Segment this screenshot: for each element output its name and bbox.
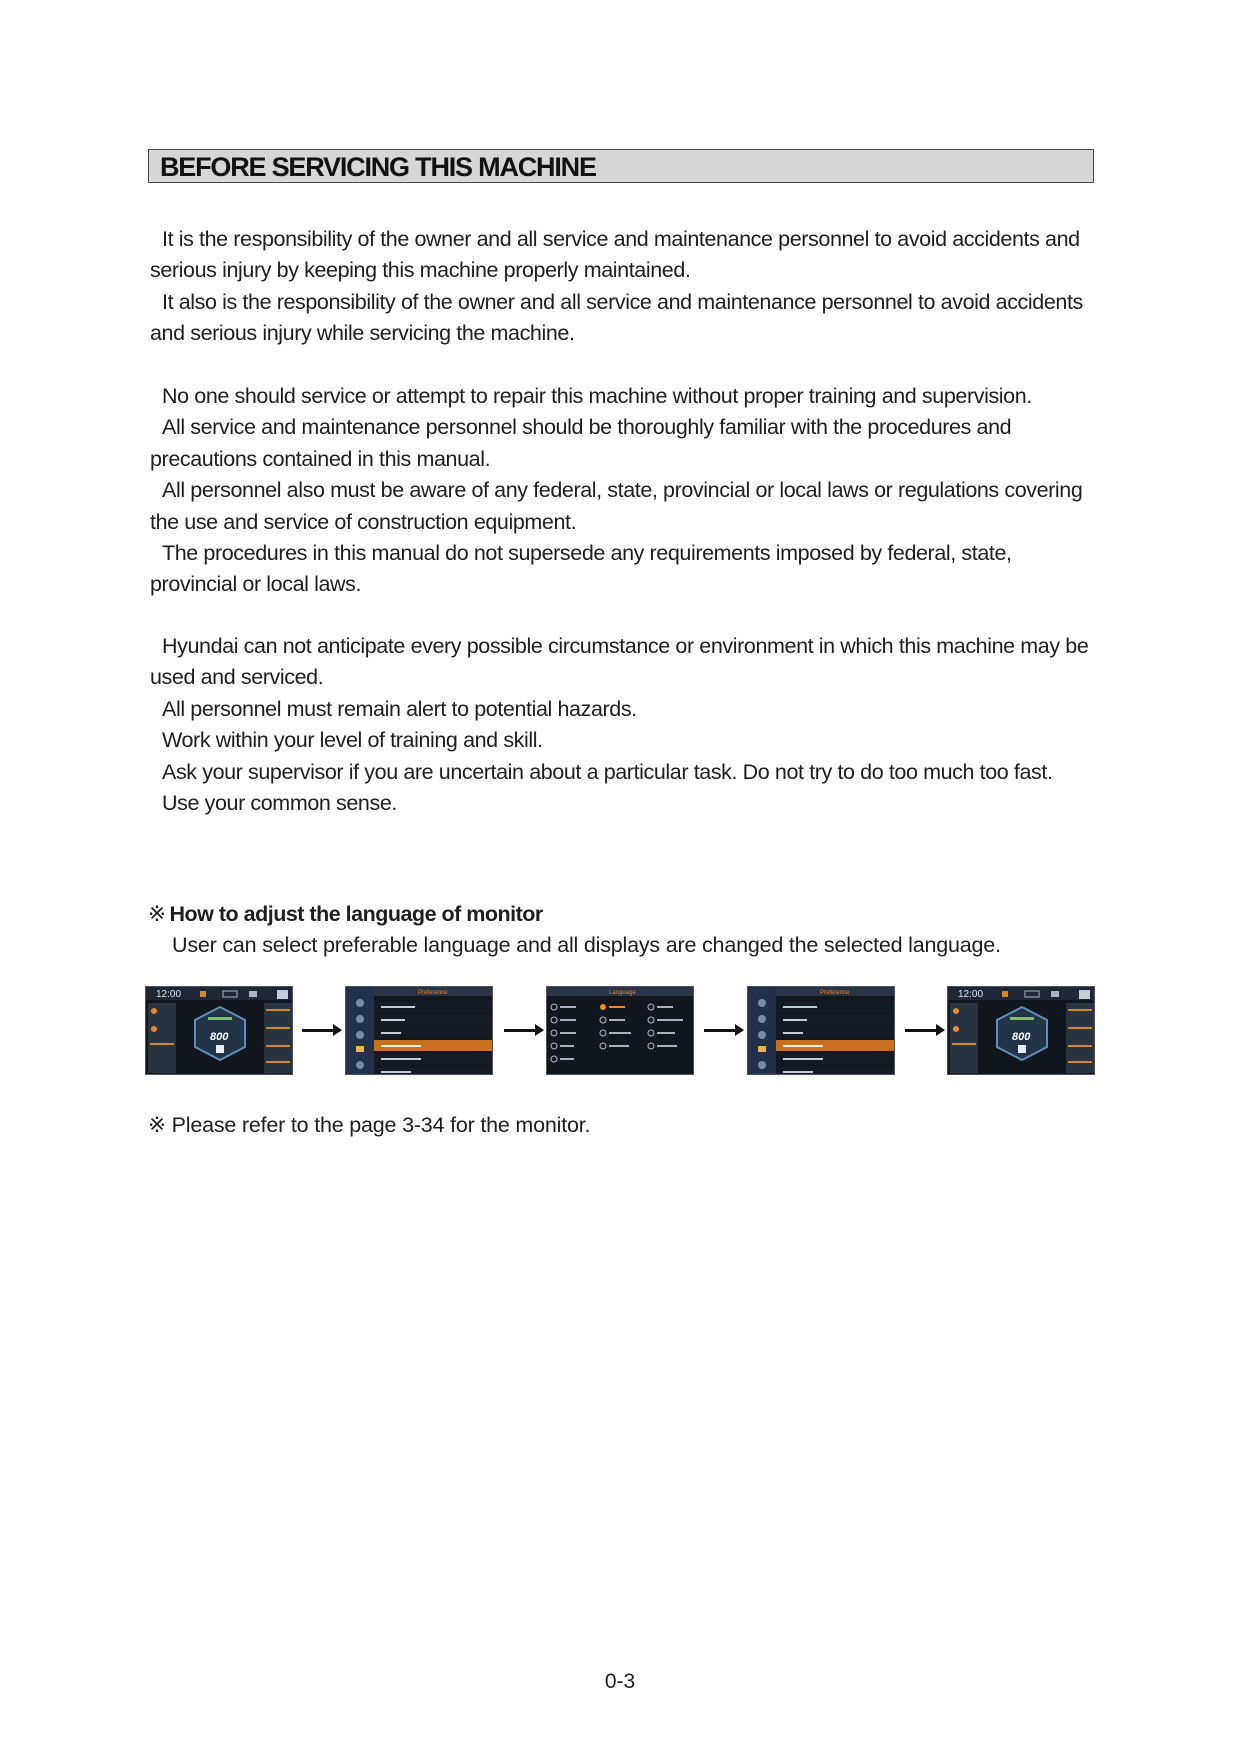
paragraph-line: Use your common sense. bbox=[162, 791, 397, 816]
paragraph-line: All personnel also must be aware of any federal, state, provincial or local laws or regulations covering the use and service of construction equipment. bbox=[150, 478, 1083, 534]
monitor-screen-main-after bbox=[947, 986, 1095, 1075]
reference-mark-icon: ※ bbox=[148, 1113, 166, 1137]
section-title: BEFORE SERVICING THIS MACHINE bbox=[160, 152, 596, 182]
monitor-clock: 12:00 bbox=[156, 989, 182, 1000]
monitor-menu-screen-graphic bbox=[346, 987, 493, 1075]
monitor-screen-preference bbox=[345, 986, 493, 1075]
section-title-box bbox=[148, 149, 1094, 183]
paragraph-line: Ask your supervisor if you are uncertain about a particular task. Do not try to do too much too fast. bbox=[162, 759, 1053, 784]
monitor-screen-main bbox=[145, 986, 293, 1075]
monitor-rpm: 800 bbox=[1012, 1031, 1031, 1043]
monitor-menu-screen-graphic bbox=[748, 987, 895, 1075]
paragraph-line: It is the responsibility of the owner and all service and maintenance personnel to avoid accidents and serious injury by keeping this machine properly maintained. bbox=[150, 227, 1080, 283]
note-text: User can select preferable language and all displays are changed the selected language. bbox=[172, 933, 1001, 957]
monitor-screen-language bbox=[546, 986, 694, 1075]
note-heading bbox=[148, 902, 543, 927]
reference-mark-icon: ※ bbox=[148, 902, 166, 926]
menu-title: Language bbox=[609, 990, 636, 996]
monitor-language-screen-graphic bbox=[547, 987, 694, 1075]
monitor-rpm: 800 bbox=[210, 1031, 229, 1043]
menu-title: Preference bbox=[418, 990, 448, 996]
arrow-icon bbox=[504, 1029, 542, 1032]
monitor-clock: 12:00 bbox=[958, 989, 984, 1000]
arrow-icon bbox=[905, 1029, 943, 1032]
note-heading-text: How to adjust the language of monitor bbox=[169, 902, 543, 926]
reference-note bbox=[148, 1113, 590, 1138]
menu-title: Preference bbox=[820, 990, 850, 996]
paragraph-hazards bbox=[150, 631, 1096, 819]
paragraph-line: The procedures in this manual do not supersede any requirements imposed by federal, state, provincial or local laws. bbox=[150, 541, 1012, 597]
arrow-icon bbox=[704, 1029, 742, 1032]
paragraph-line: All service and maintenance personnel should be thoroughly familiar with the procedures and precautions contained in this manual. bbox=[150, 415, 1012, 471]
monitor-main-screen-graphic bbox=[146, 987, 293, 1075]
paragraph-line: No one should service or attempt to repair this machine without proper training and supervision. bbox=[162, 384, 1032, 408]
paragraph-responsibility bbox=[150, 224, 1096, 350]
paragraph-line: Hyundai can not anticipate every possible circumstance or environment in which this machine may be used and serviced. bbox=[150, 634, 1089, 690]
monitor-screen-preference-after bbox=[747, 986, 895, 1075]
reference-note-text: Please refer to the page 3-34 for the monitor. bbox=[171, 1113, 591, 1137]
monitor-main-screen-graphic bbox=[948, 987, 1095, 1075]
arrow-icon bbox=[302, 1029, 340, 1032]
page-number: 0-3 bbox=[604, 1670, 636, 1693]
paragraph-training bbox=[150, 381, 1096, 601]
paragraph-line: It also is the responsibility of the owner and all service and maintenance personnel to avoid accidents and serious injury while servicing the machine. bbox=[150, 289, 1083, 346]
paragraph-line: Work within your level of training and skill. bbox=[162, 728, 543, 753]
paragraph-line: All personnel must remain alert to potential hazards. bbox=[162, 696, 637, 721]
